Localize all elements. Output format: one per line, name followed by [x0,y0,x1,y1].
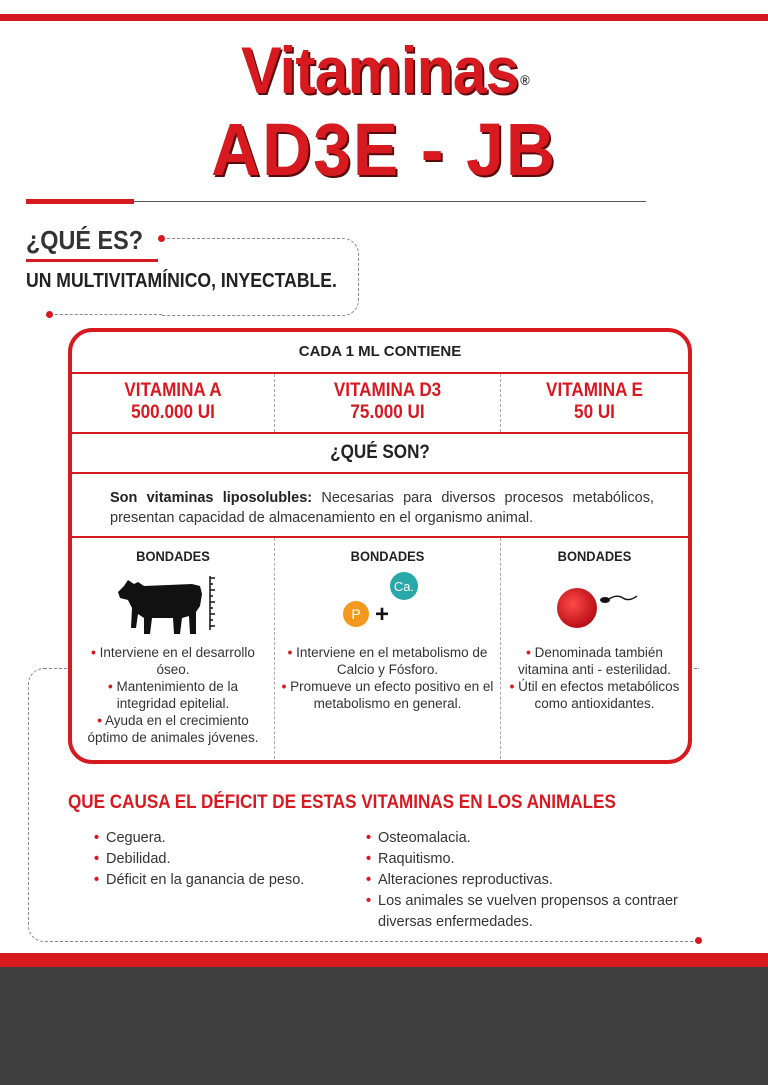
list-item: • Denominada también vitamina anti - esterilidad. [517,645,672,677]
vitamins-row [72,374,688,434]
list-item: • Alteraciones reproductivas. [366,870,696,891]
vitamin-name: VITAMINA D3 [333,380,442,401]
footer-dark-band [0,967,768,1085]
vitamin-dose: 500.000 UI [131,402,215,423]
benefits-title: BONDADES [557,548,632,564]
footer-red-band [0,953,768,967]
dashed-connector [162,238,359,316]
list-item: • Debilidad. [94,849,354,870]
list-item: • Útil en efectos metabólicos como antioxidantes. [509,679,680,711]
description-text [72,474,688,528]
card-header: CADA 1 ML CONTIENE [298,343,462,360]
ovum-sperm-icon [501,568,688,644]
vitamin-dose: 75.000 UI [350,402,425,423]
vitamin-name: VITAMINA E [546,380,643,401]
deficit-heading: QUE CAUSA EL DÉFICIT DE ESTAS VITAMINAS EN LOS ANIMALES [68,792,616,813]
list-item: • Déficit en la ganancia de peso. [94,870,354,891]
what-are-heading: ¿QUÉ SON? [330,442,430,463]
divider-red [26,199,134,204]
product-title-line1: Vitaminas ® [240,33,529,107]
list-item: • Interviene en el desarrollo óseo. [91,645,255,677]
registered-mark: ® [520,72,529,88]
list-item: • Los animales se vuelven propensos a contraer diversas enfermedades. [366,891,696,933]
benefits-row [72,538,688,764]
description-rest: Necesarias para diversos procesos metabólicos, presentan capacidad de almacenamiento en el organismo animal. [110,490,654,526]
mineral-icon [275,568,500,644]
plus-sign: + [374,601,390,628]
what-is-underline [26,259,158,262]
connector-dot [158,235,165,242]
benefits-title: BONDADES [350,548,425,564]
vitamin-dose: 50 UI [574,402,615,423]
list-item: • Osteomalacia. [366,828,696,849]
card-header-row [72,332,688,374]
description-bold: Son vitaminas liposolubles: [110,490,313,506]
vitamin-name: VITAMINA A [124,380,222,401]
deficit-list-left [94,828,354,891]
what-are-row [72,434,688,474]
dashed-connector-line [50,314,162,315]
top-red-bar [0,14,768,21]
vitamin-e-cell [500,374,688,432]
list-item: • Mantenimiento de la integridad epitelial. [107,679,239,711]
vitamin-d3-cell [274,374,500,432]
calcium-label: Ca. [393,579,415,594]
benefits-col-e [500,538,688,764]
divider-grey [134,201,646,202]
description-row [72,474,688,538]
what-is-answer: UN MULTIVITAMÍNICO, INYECTABLE. [26,270,337,292]
list-item: • Raquitismo. [366,849,696,870]
benefits-title: BONDADES [136,548,210,564]
composition-card [68,328,692,764]
benefits-col-a [72,538,274,764]
list-item: • Promueve un efecto positivo en el metabolismo en general. [281,679,494,711]
benefits-list [501,644,688,712]
product-title-line2: AD3E - JB [211,108,557,191]
phosphorus-label: P [351,606,361,622]
connector-dot [46,311,53,318]
benefits-list [275,644,500,712]
deficit-list-right [366,828,696,933]
list-item: • Interviene en el metabolismo de Calcio y Fósforo. [287,645,488,677]
cow-icon [72,568,274,644]
what-is-heading: ¿QUÉ ES? [26,225,144,255]
benefits-list [72,644,274,746]
vitamin-a-cell [72,374,274,432]
list-item: • Ayuda en el crecimiento óptimo de animales jóvenes. [87,713,259,745]
connector-dot [695,937,702,944]
benefits-col-d3 [274,538,500,764]
list-item: • Ceguera. [94,828,354,849]
